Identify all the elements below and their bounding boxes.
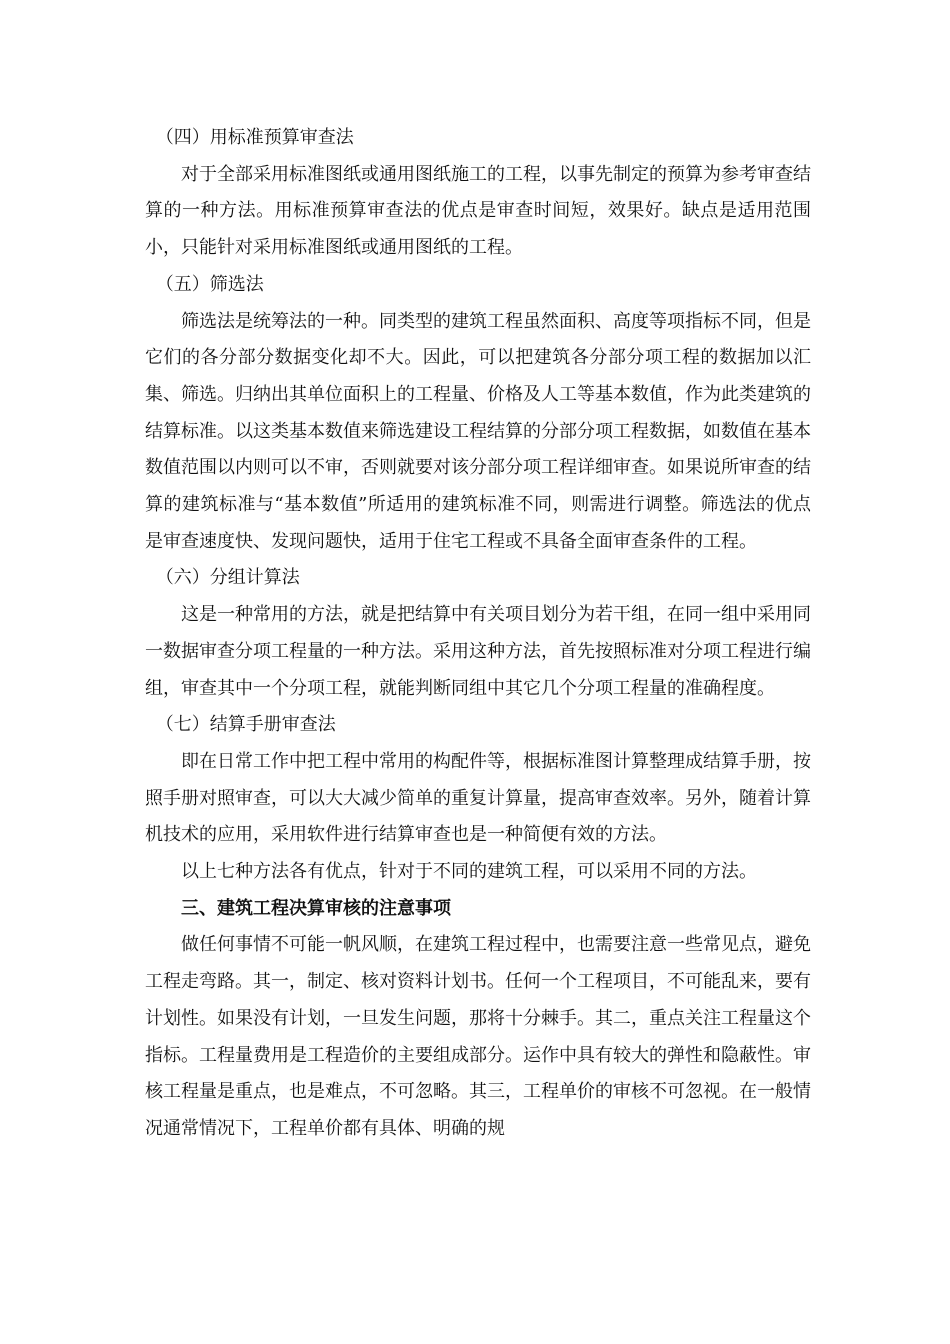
document-body	[145, 120, 811, 1148]
paragraph-methods-summary: 以上七种方法各有优点，针对于不同的建筑工程，可以采用不同的方法。	[181, 861, 757, 883]
subheading-screening-method: （五）筛选法	[155, 273, 264, 295]
paragraph-audit-notes: 做任何事情不可能一帆风顺，在建筑工程过程中，也需要注意一些常见点，避免工程走弯路。其一，制定、核对资料计划书。任何一个工程项目，不可能乱来，要有计划性。如果没有计划，一旦发生问题，那将十分棘手。其二，重点关注工程量这个指标。工程量费用是工程造价的主要组成部分。运作中具有较大的弹性和隐蔽性。审核工程量是重点，也是难点，不可忽略。其三，工程单价的审核不可忽视。在一般情况通常情况下，工程单价都有具体、明确的规	[145, 934, 811, 1139]
paragraph-group-calculation: 这是一种常用的方法，就是把结算中有关项目划分为若干组，在同一组中采用同一数据审查分项工程量的一种方法。采用这种方法，首先按照标准对分项工程进行编组，审查其中一个分项工程，就能判断同组中其它几个分项工程量的准确程度。	[145, 604, 811, 699]
subheading-group-calculation: （六）分组计算法	[155, 567, 300, 589]
paragraph-settlement-manual: 即在日常工作中把工程中常用的构配件等，根据标准图计算整理成结算手册，按照手册对照审查，可以大大减少简单的重复计算量，提高审查效率。另外，随着计算机技术的应用，采用软件进行结算审查也是一种简便有效的方法。	[145, 750, 811, 846]
subheading-settlement-manual: （七）结算手册审查法	[155, 714, 336, 736]
section-title-audit-notes: 三、建筑工程决算审核的注意事项	[181, 897, 451, 919]
paragraph-screening-method: 筛选法是统筹法的一种。同类型的建筑工程虽然面积、高度等项指标不同，但是它们的各分部分数据变化却不大。因此，可以把建筑各分部分项工程的数据加以汇集、筛选。归纳出其单位面积上的工程量、价格及人工等基本数值，作为此类建筑的结算标准。以这类基本数值来筛选建设工程结算的分部分项工程数据，如数值在基本数值范围以内则可以不审，否则就要对该分部分项工程详细审查。如果说所审查的结算的建筑标准与“基本数值”所适用的建筑标准不同，则需进行调整。筛选法的优点是审查速度快、发现问题快，适用于住宅工程或不具备全面审查条件的工程。	[145, 310, 811, 552]
paragraph-standard-budget-review: 对于全部采用标准图纸或通用图纸施工的工程，以事先制定的预算为参考审查结算的一种方法。用标准预算审查法的优点是审查时间短，效果好。缺点是适用范围小，只能针对采用标准图纸或通用图纸的工程。	[145, 163, 811, 259]
subheading-standard-budget-review: （四）用标准预算审查法	[155, 127, 354, 148]
